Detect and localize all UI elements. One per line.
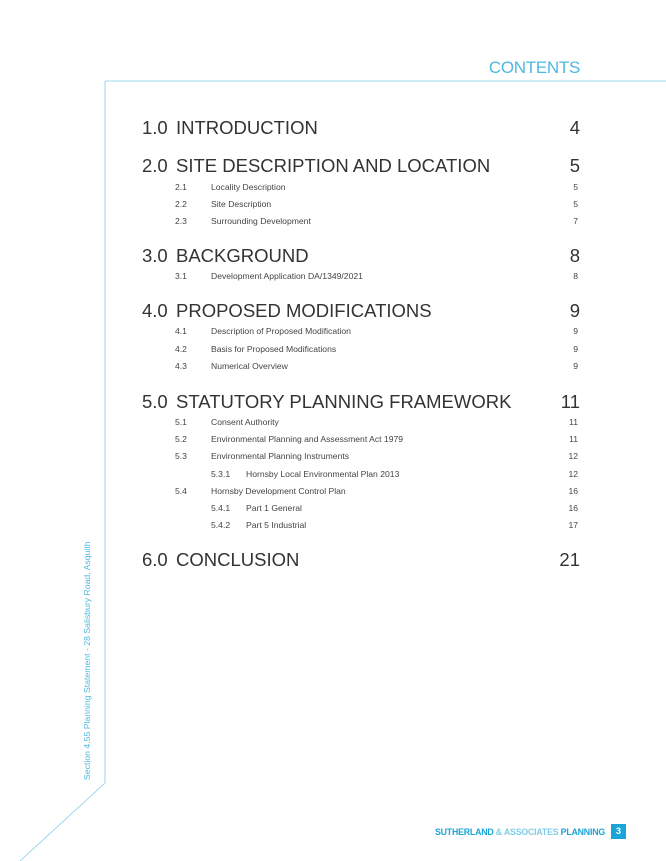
section-number: 2.0 <box>142 155 168 176</box>
section-number: 3.0 <box>142 245 168 266</box>
entry-number: 4.3 <box>175 361 187 371</box>
section-page: 4 <box>569 117 580 138</box>
entry-page: 11 <box>569 434 578 444</box>
toc-entry-2-3[interactable] <box>142 216 580 230</box>
entry-title: Development Application DA/1349/2021 <box>211 271 363 281</box>
entry-number: 5.2 <box>175 434 187 444</box>
section-title: INTRODUCTION <box>176 117 318 138</box>
entry-title: Site Description <box>211 199 272 209</box>
entry-title: Numerical Overview <box>211 361 288 371</box>
entry-title: Description of Proposed Modification <box>211 326 351 336</box>
toc-entry-2-2[interactable] <box>142 199 580 213</box>
entry-number: 3.1 <box>175 271 187 281</box>
toc-entry-5-3-1[interactable] <box>142 469 580 483</box>
entry-page: 9 <box>573 344 578 354</box>
toc-entry-2-1[interactable] <box>142 182 580 196</box>
toc-entry-5-2[interactable] <box>142 434 580 448</box>
toc-entry-4-1[interactable] <box>142 326 580 340</box>
entry-title: Basis for Proposed Modifications <box>211 344 337 354</box>
entry-number: 4.1 <box>175 326 187 336</box>
entry-number: 2.1 <box>175 182 187 192</box>
entry-title: Hornsby Local Environmental Plan 2013 <box>246 469 400 479</box>
section-title: BACKGROUND <box>176 245 309 266</box>
toc-section-2[interactable] <box>142 155 580 179</box>
toc-section-3[interactable] <box>142 245 580 269</box>
section-page: 21 <box>559 549 580 570</box>
brand-name-part2: & ASSOCIATES <box>493 827 561 837</box>
entry-page: 16 <box>568 503 578 513</box>
entry-page: 9 <box>573 361 578 371</box>
entry-page: 9 <box>573 326 578 336</box>
section-number: 4.0 <box>142 300 168 321</box>
section-title: STATUTORY PLANNING FRAMEWORK <box>176 391 512 412</box>
entry-page: 16 <box>568 486 578 496</box>
section-number: 5.0 <box>142 391 168 412</box>
entry-title: Hornsby Development Control Plan <box>211 486 346 496</box>
section-page: 8 <box>569 245 580 266</box>
toc-entry-5-4-2[interactable] <box>142 520 580 534</box>
brand-name-part3: PLANNING <box>560 827 605 837</box>
entry-title: Locality Description <box>211 182 286 192</box>
entry-title: Part 1 General <box>246 503 302 513</box>
entry-page: 17 <box>568 520 578 530</box>
section-title: SITE DESCRIPTION AND LOCATION <box>176 155 491 176</box>
toc-section-1[interactable] <box>142 117 580 141</box>
entry-number: 5.4.1 <box>211 503 231 513</box>
entry-page: 7 <box>573 216 578 226</box>
brand-name-part1: SUTHERLAND <box>434 827 494 837</box>
entry-number: 5.4 <box>175 486 187 496</box>
section-title: CONCLUSION <box>176 549 300 570</box>
toc-entry-5-4[interactable] <box>142 486 580 500</box>
toc-entry-3-1[interactable] <box>142 271 580 285</box>
entry-title: Surrounding Development <box>211 216 311 226</box>
entry-title: Environmental Planning Instruments <box>211 451 350 461</box>
toc-section-4[interactable] <box>142 300 580 324</box>
section-number: 6.0 <box>142 549 168 570</box>
footer-brand <box>435 827 605 837</box>
entry-title: Consent Authority <box>211 417 279 427</box>
toc-section-5[interactable] <box>142 391 580 415</box>
entry-number: 2.3 <box>175 216 187 226</box>
entry-page: 12 <box>568 451 578 461</box>
entry-page: 11 <box>569 417 578 427</box>
entry-title: Part 5 Industrial <box>246 520 307 530</box>
entry-title: Environmental Planning and Assessment Act 1979 <box>211 434 404 444</box>
section-page: 11 <box>560 391 580 412</box>
side-document-title: Section 4.55 Planning Statement - 28 Salisbury Road, Asquith <box>82 541 92 780</box>
toc-entry-4-3[interactable] <box>142 361 580 375</box>
section-page: 5 <box>569 155 580 176</box>
page-title: CONTENTS <box>488 58 580 77</box>
entry-page: 12 <box>568 469 578 479</box>
page-number: 3 <box>611 824 626 839</box>
entry-page: 5 <box>573 199 578 209</box>
entry-page: 8 <box>573 271 578 281</box>
entry-number: 5.3.1 <box>211 469 231 479</box>
section-page: 9 <box>569 300 580 321</box>
toc-entry-5-4-1[interactable] <box>142 503 580 517</box>
entry-page: 5 <box>573 182 578 192</box>
entry-number: 5.3 <box>175 451 187 461</box>
toc-entry-5-3[interactable] <box>142 451 580 465</box>
entry-number: 2.2 <box>175 199 187 209</box>
section-number: 1.0 <box>142 117 168 138</box>
toc-section-6[interactable] <box>142 549 580 573</box>
section-title: PROPOSED MODIFICATIONS <box>176 300 432 321</box>
toc-entry-5-1[interactable] <box>142 417 580 431</box>
entry-number: 5.4.2 <box>211 520 231 530</box>
toc-entry-4-2[interactable] <box>142 344 580 358</box>
entry-number: 5.1 <box>175 417 187 427</box>
entry-number: 4.2 <box>175 344 187 354</box>
